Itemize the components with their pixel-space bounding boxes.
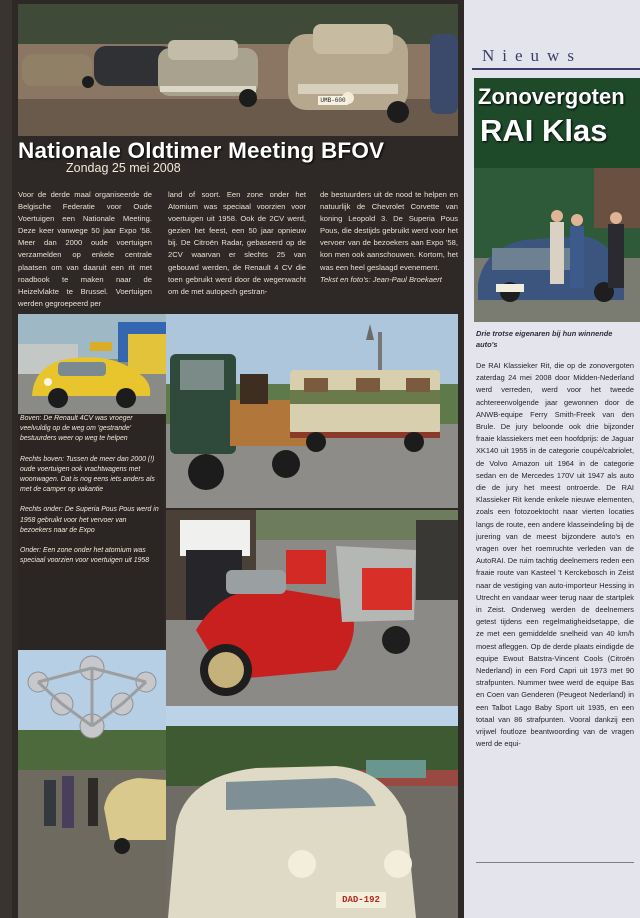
sidebar-body-text: De RAI Klassieker Rit, die op de zonovergoten zaterdag 24 mei 2008 door Midden-Nederland werd verreden, werd voor het tweede achtereenvolgende jaar gewonnen door de ANWB-equipe Ferry Smith-Freek van den Brule. De jury beloonde ook drie bijzonder fraaie klassiekers met een hoofdprijs: de Jaguar XK140 uit 1955 in de categorie coupé/cabriolet, de Volvo Amazon uit 1964 in de categorie sedan en de Mercedes 170V uit 1947 als auto die de jury het meest ontroerde. De RAI Klassieker Rit kende enkele nieuwe elementen, zoals een fotozoektocht naar vierten locaties langs de route, een andere klasseindeling bij de jurering van de meest bijzondere auto's en vragen over het roemruchte verleden van de AutoRAI. De ruim tachtig deelnemers reden een fraaie route van Kasteel 't Kerckebosch in Zeist naar de vestiging van auto-importeur Hessing in Utrecht en vandaar weer terug naar de startplek in Zeist. Onderweg werden de deelnemers getest tijdens een regelmatigheidsetappe, die ze met een gemiddelde snelheid van 40 km/h moest afleggen. Op de derde plaats eindigde de equipe Ewout Batstra-Vincent Cools (Citroën Nederland) in een Ford Capri uit 1973 met 90 strafpunten. Nummer twee werd de equipe Bas en Coen van Genderen (Peugeot Nederland) in een Talbot Lago Baby Sport uit 1935, en een totaal van 86 strafpunten. Vooral dankzij een vrijwel foutloze beantwoording van de vragen werd de equi-	[476, 361, 634, 749]
intro-column-1	[18, 189, 152, 310]
intro-text-3: de bestuurders uit de nood te helpen en natuurlijk de Chevrolet Corvette van koning Leopold 3. De Superia Pous Pous, die destijds gebruikt werd voor het vervoer van de bezoekers aan Expo '58, kon men ook aanschouwen. Kortom, het was een heel geslaagd evenement.	[320, 190, 458, 272]
caption-bottom: Onder: Een zone onder het atomium was speciaal voorzien voor voertuigen uit 1958	[20, 547, 150, 565]
caption-right-top: Rechts boven: Tussen de meer dan 2000 (!) oude voertuigen ook vrachtwagens met woonwagen. Dat is nog eens iets anders als met de camper op vakantie	[20, 455, 155, 494]
intro-column-2	[168, 189, 306, 298]
article-date: Zondag 25 mei 2008	[66, 161, 181, 175]
photo-yellow-renault-4cv	[18, 314, 166, 414]
photo-superia-pous-pous	[166, 510, 458, 706]
caption-right-bottom: Rechts onder: De Superia Pous Pous werd in 1958 gebruikt voor het vervoer van bezoekers naar de Expo	[20, 506, 159, 534]
top-photo-classic-cars	[18, 4, 458, 136]
sidebar-headline-1: Zonovergoten	[478, 84, 625, 109]
plate-text: UMB-600	[320, 97, 346, 104]
intro-column-3	[320, 189, 458, 286]
sidebar-bottom-rule	[476, 862, 634, 863]
photo-captions	[18, 414, 164, 650]
photo-credit: Tekst en foto's: Jean-Paul Broekaert	[320, 274, 442, 284]
caption-top: Boven: De Renault 4CV was vroeger veelvuldig op de weg om 'gestrande' bestuurders weer op weg te helpen	[20, 415, 133, 443]
article-title: Nationale Oldtimer Meeting BFOV	[18, 138, 385, 163]
top-car-plate	[318, 96, 348, 105]
intro-text-2: land of soort. Een zone onder het Atomium was speciaal voorzien voor voertuigen uit 1958. Ook de 2CV werd, gezien het feest, een 50 jaar opnieuw bij. De Citroën Radar, gebaseerd op de 2CV waarvan er slechts 25 van gebouwd werden, de Renault 4 CV die toen gebruikt werd door de wegenwacht om de met autopech gestran-	[168, 190, 306, 296]
section-label: Nieuws	[482, 46, 582, 65]
sidebar-headline-2: RAI Klas	[480, 113, 608, 148]
section-rule	[472, 68, 640, 70]
sidebar-article-body	[476, 360, 634, 860]
bottom-car-plate	[336, 892, 386, 908]
plate-text: DAD-192	[342, 895, 380, 905]
photo-truck-with-caravan	[166, 314, 458, 508]
sidebar-photo-caption: Drie trotse eigenaren bij hun winnende auto's	[476, 329, 613, 349]
photo-atomium-with-cars	[18, 650, 166, 918]
intro-text-1: Voor de derde maal organiseerde de Belgische Federatie voor Oude Voertuigen een Nationale Meeting. Deze keer vanwege 50 jaar Expo '58. Meer dan 2000 oude voertuigen verzamelden op enkele centrale plaatsen om van daaruit een rit met roadbook te maken naar de Heizelvlakte te Brussel. Voertuigen werden gegroepeerd per	[18, 190, 152, 308]
photo-cream-car-bottom	[166, 706, 458, 918]
